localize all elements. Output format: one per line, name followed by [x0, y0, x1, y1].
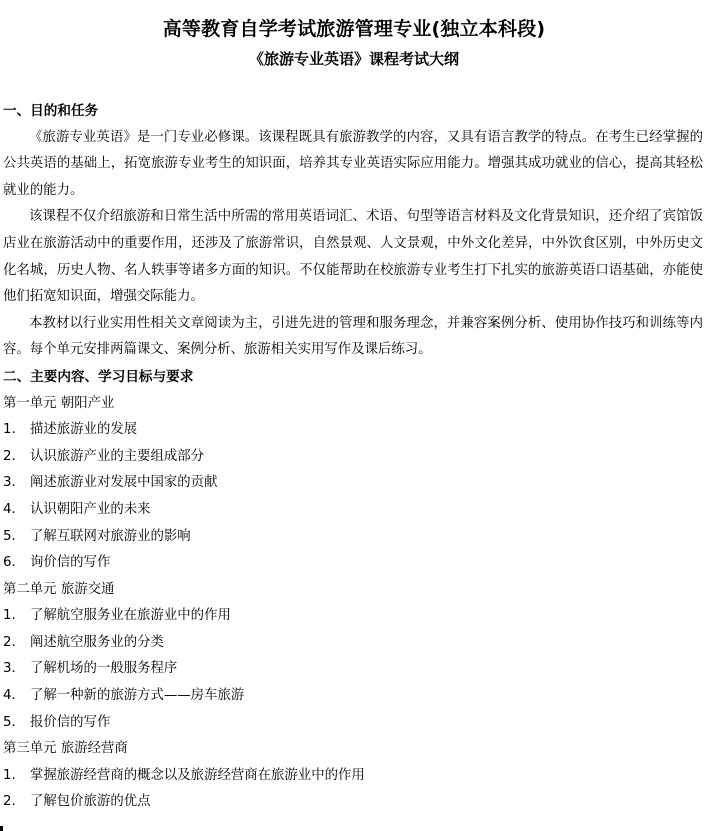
list-item: [3, 656, 703, 683]
list-text: 询价信的写作: [30, 555, 111, 571]
list-text: 了解机场的一般服务程序: [30, 661, 178, 677]
list-number: 3．: [3, 475, 25, 491]
section-heading-purpose: 一、目的和任务: [3, 103, 99, 119]
document-subtitle: 《旅游专业英语》课程考试大纲: [248, 50, 459, 68]
list-number: 5．: [3, 528, 25, 544]
paragraph: 《旅游专业英语》是一门专业必修课。该课程既具有旅游教学的内容，又具有语言教学的特点。在考生已经掌握的公共英语的基础上，拓宽旅游专业考生的知识面，培养其专业英语实际应用能力。增强其成功就业的信心，提高其轻松就业的能力。: [3, 129, 703, 198]
paragraph: 该课程不仅介绍旅游和日常生活中所需的常用英语词汇、术语、句型等语言材料及文化背景知识，还介绍了宾馆饭店业在旅游活动中的重要作用，还涉及了旅游常识，自然景观、人文景观，中外文化差异，中外饮食区别，中外历史文化名城，历史人物、名人轶事等诸多方面的知识。不仅能帮助在校旅游专业考生打下扎实的旅游英语口语基础，亦能使他们拓宽知识面，增强交际能力。: [3, 209, 703, 305]
page-edge-mark: [0, 826, 3, 831]
list-item: [3, 497, 703, 524]
document-title: 高等教育自学考试旅游管理专业(独立本科段): [162, 18, 546, 40]
list-item: [3, 550, 703, 577]
list-number: 1．: [3, 608, 25, 624]
list-text: 认识旅游产业的主要组成部分: [30, 448, 205, 464]
list-text: 认识朝阳产业的未来: [30, 501, 151, 517]
list-item: [3, 417, 703, 444]
list-number: 2．: [3, 794, 25, 810]
list-item: [3, 603, 703, 630]
list-number: 1．: [3, 767, 25, 783]
list-text: 阐述航空服务业的分类: [30, 634, 164, 650]
list-number: 3．: [3, 661, 25, 677]
list-text: 描述旅游业的发展: [30, 422, 138, 438]
list-item: [3, 524, 703, 551]
list-number: 2．: [3, 634, 25, 650]
unit-heading: 第二单元 旅游交通: [3, 581, 115, 597]
paragraph: 本教材以行业实用性相关文章阅读为主，引进先进的管理和服务理念，并兼容案例分析、使用协作技巧和训练等内容。每个单元安排两篇课文、案例分析、旅游相关实用写作及课后练习。: [3, 315, 703, 358]
list-number: 6．: [3, 555, 25, 571]
list-item: [3, 630, 703, 657]
list-number: 1．: [3, 422, 25, 438]
list-item: [3, 444, 703, 471]
list-text: 报价信的写作: [30, 714, 111, 730]
unit-heading: 第三单元 旅游经营商: [3, 741, 128, 757]
list-text: 了解航空服务业在旅游业中的作用: [30, 608, 231, 624]
unit-heading: 第一单元 朝阳产业: [3, 395, 115, 411]
list-number: 2．: [3, 448, 25, 464]
list-text: 了解互联网对旅游业的影响: [30, 528, 191, 544]
list-text: 了解包价旅游的优点: [30, 794, 151, 810]
list-text: 了解一种新的旅游方式——房车旅游: [30, 688, 245, 704]
list-number: 5．: [3, 714, 25, 730]
list-number: 4．: [3, 688, 25, 704]
list-item: [3, 710, 703, 737]
list-item: [3, 763, 703, 790]
list-item: [3, 683, 703, 710]
list-text: 掌握旅游经营商的概念以及旅游经营商在旅游业中的作用: [30, 767, 365, 783]
document-body: [3, 98, 703, 816]
list-text: 阐述旅游业对发展中国家的贡献: [30, 475, 218, 491]
list-number: 4．: [3, 501, 25, 517]
list-item: [3, 470, 703, 497]
section-heading-content: 二、主要内容、学习目标与要求: [3, 368, 194, 385]
list-item: [3, 789, 703, 816]
